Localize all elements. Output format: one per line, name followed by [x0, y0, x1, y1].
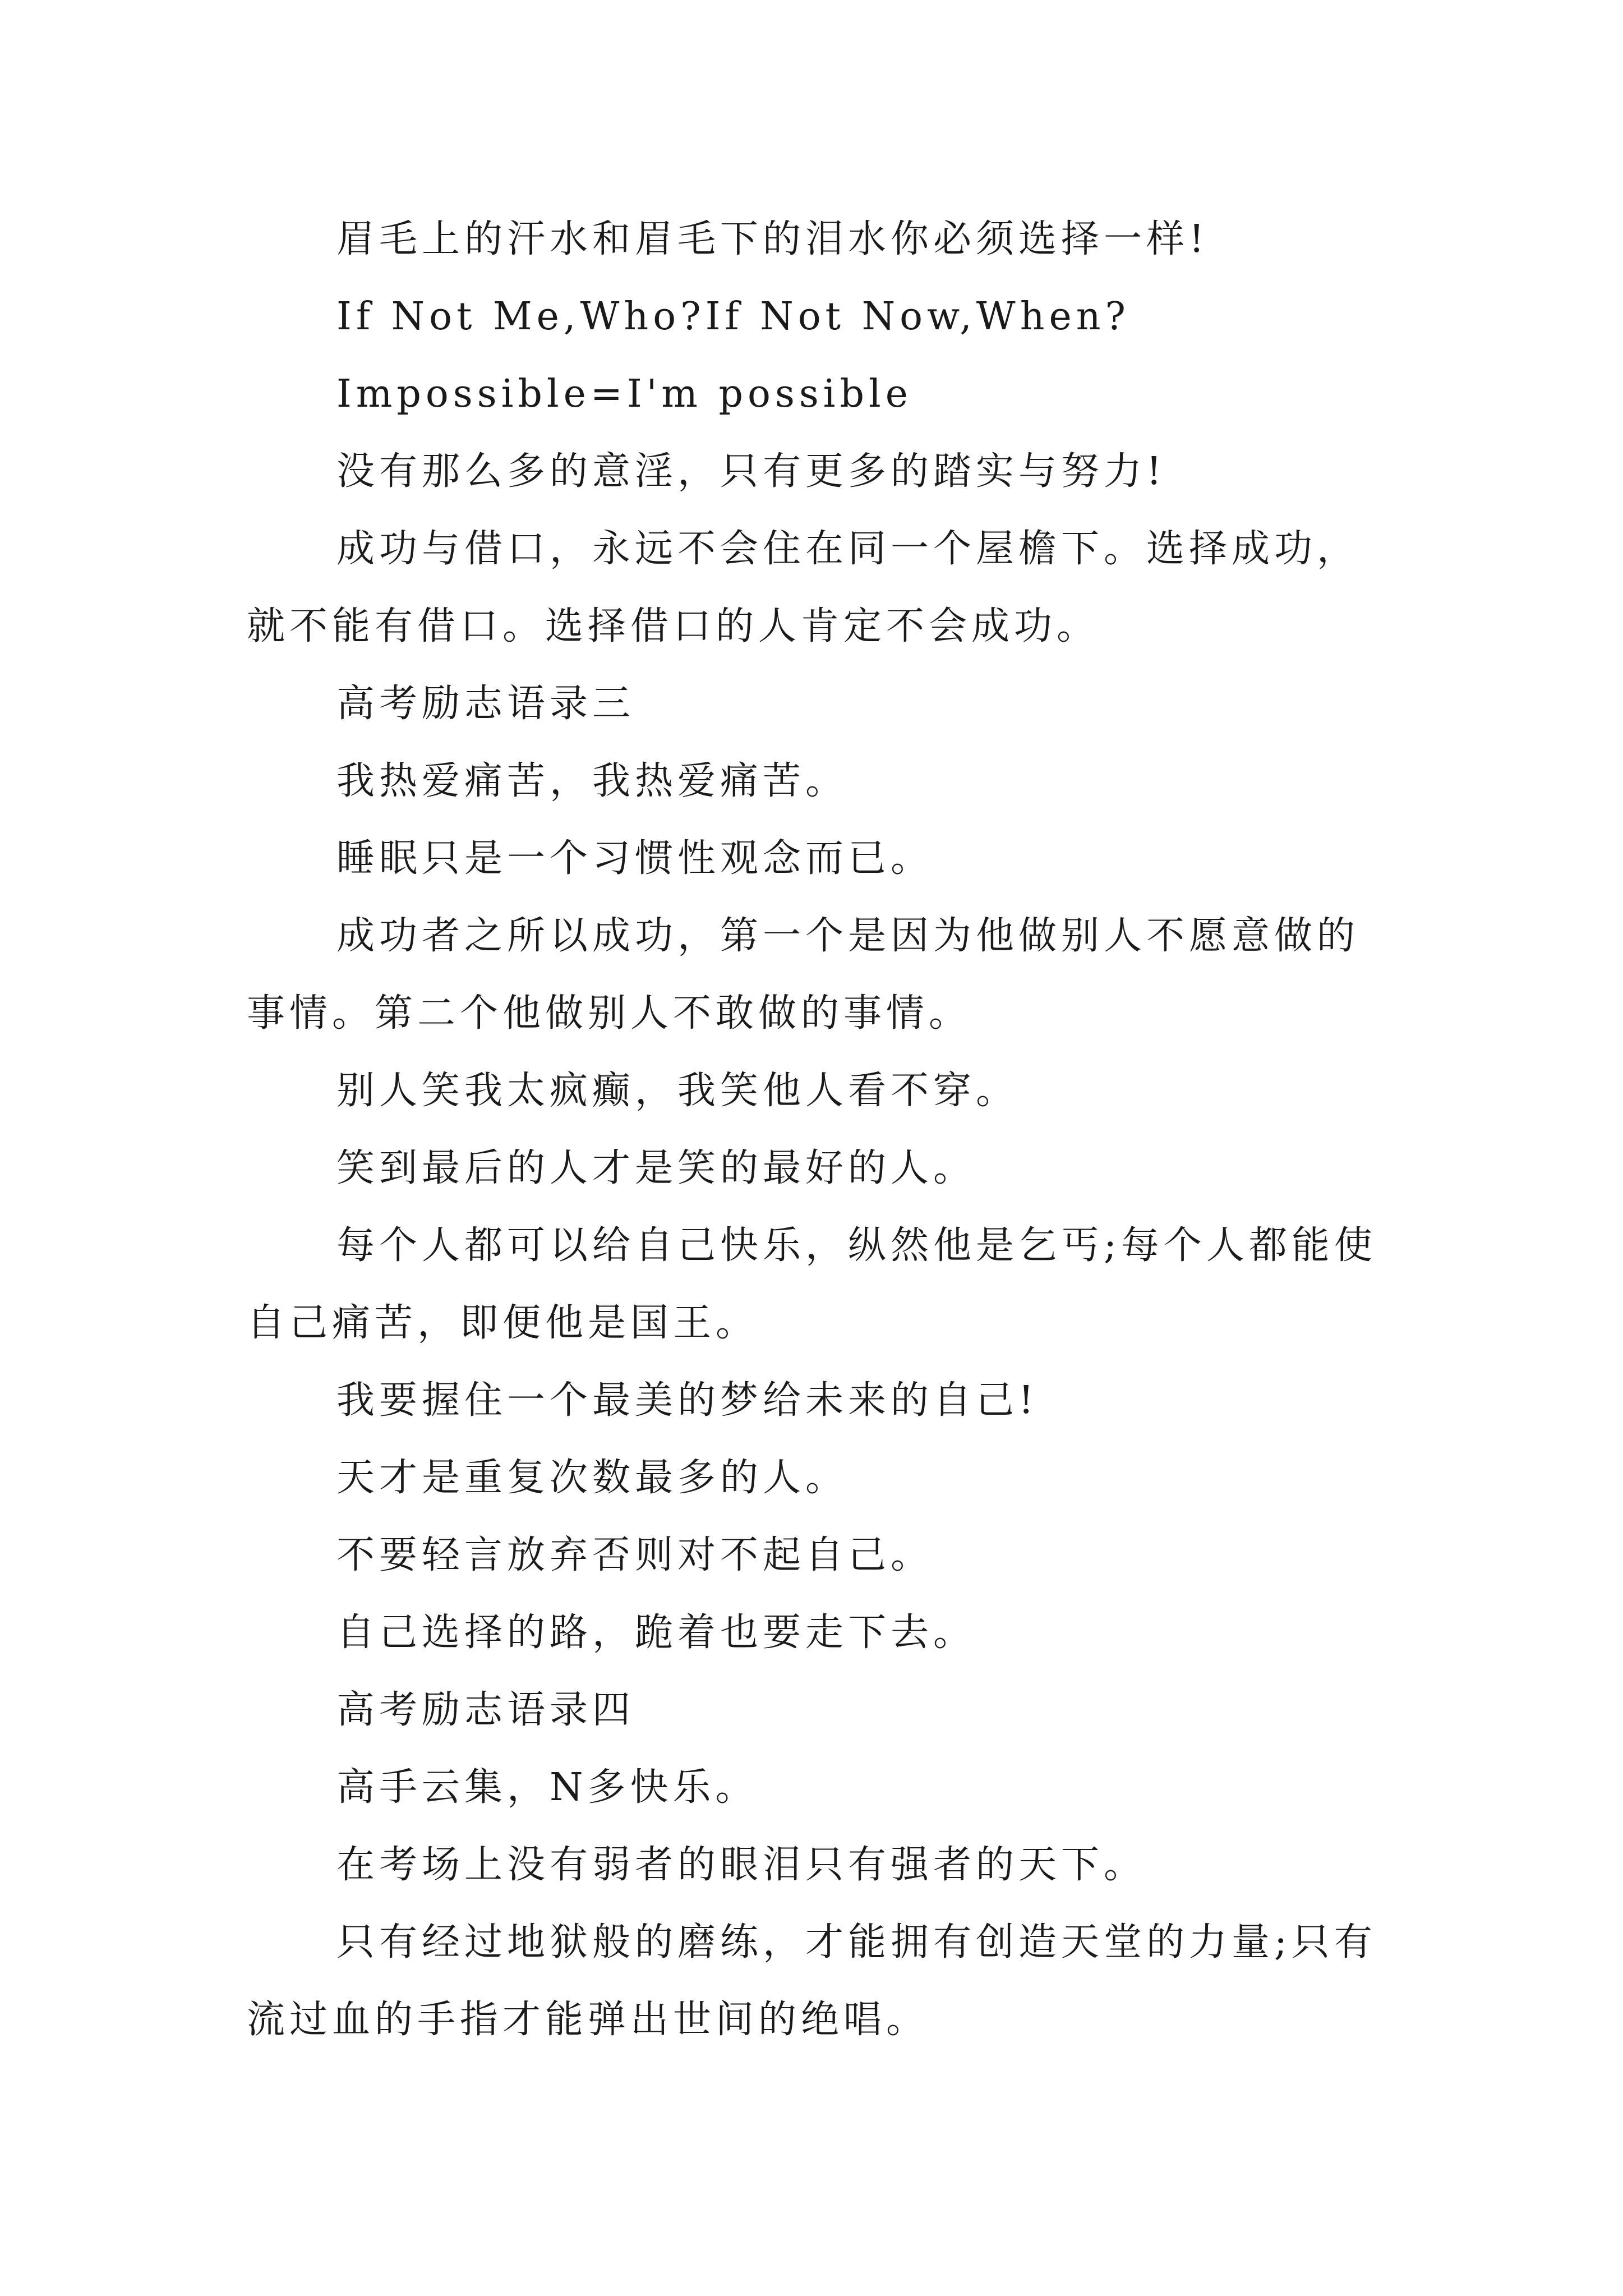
paragraph: 眉毛上的汗水和眉毛下的泪水你必须选择一样! — [336, 217, 1209, 261]
paragraph: 我热爱痛苦，我热爱痛苦。 — [336, 759, 849, 803]
paragraph: 没有那么多的意淫，只有更多的踏实与努力! — [336, 449, 1166, 494]
paragraph: If Not Me,Who?If Not Now,When? — [336, 295, 1130, 339]
paragraph: 别人笑我太疯癫，我笑他人看不穿。 — [336, 1069, 1019, 1113]
paragraph: 睡眠只是一个习惯性观念而已。 — [336, 836, 934, 881]
section-heading: 高考励志语录四 — [336, 1688, 635, 1732]
paragraph: 在考场上没有弱者的眼泪只有强者的天下。 — [336, 1843, 1147, 1887]
paragraph: 只有经过地狱般的磨练，才能拥有创造天堂的力量;只有流过血的手指才能弹出世间的绝唱。 — [247, 1920, 1377, 2042]
paragraph: Impossible=I'm possible — [336, 372, 913, 416]
paragraph: 高手云集，N多快乐。 — [336, 1765, 758, 1810]
paragraph: 成功与借口，永远不会住在同一个屋檐下。选择成功，就不能有借口。选择借口的人肯定不会成功。 — [247, 527, 1360, 648]
paragraph: 笑到最后的人才是笑的最好的人。 — [336, 1146, 976, 1190]
paragraph: 每个人都可以给自己快乐，纵然他是乞丐;每个人都能使自己痛苦，即便他是国王。 — [247, 1223, 1377, 1345]
paragraph: 我要握住一个最美的梦给未来的自己! — [336, 1378, 1039, 1423]
paragraph: 天才是重复次数最多的人。 — [336, 1456, 849, 1500]
paragraph: 自己选择的路，跪着也要走下去。 — [336, 1611, 976, 1655]
paragraph: 不要轻言放弃否则对不起自己。 — [336, 1533, 934, 1577]
document-body — [247, 201, 1399, 2059]
section-heading: 高考励志语录三 — [336, 682, 635, 726]
paragraph: 成功者之所以成功，第一个是因为他做别人不愿意做的事情。第二个他做别人不敢做的事情。 — [247, 914, 1360, 1036]
